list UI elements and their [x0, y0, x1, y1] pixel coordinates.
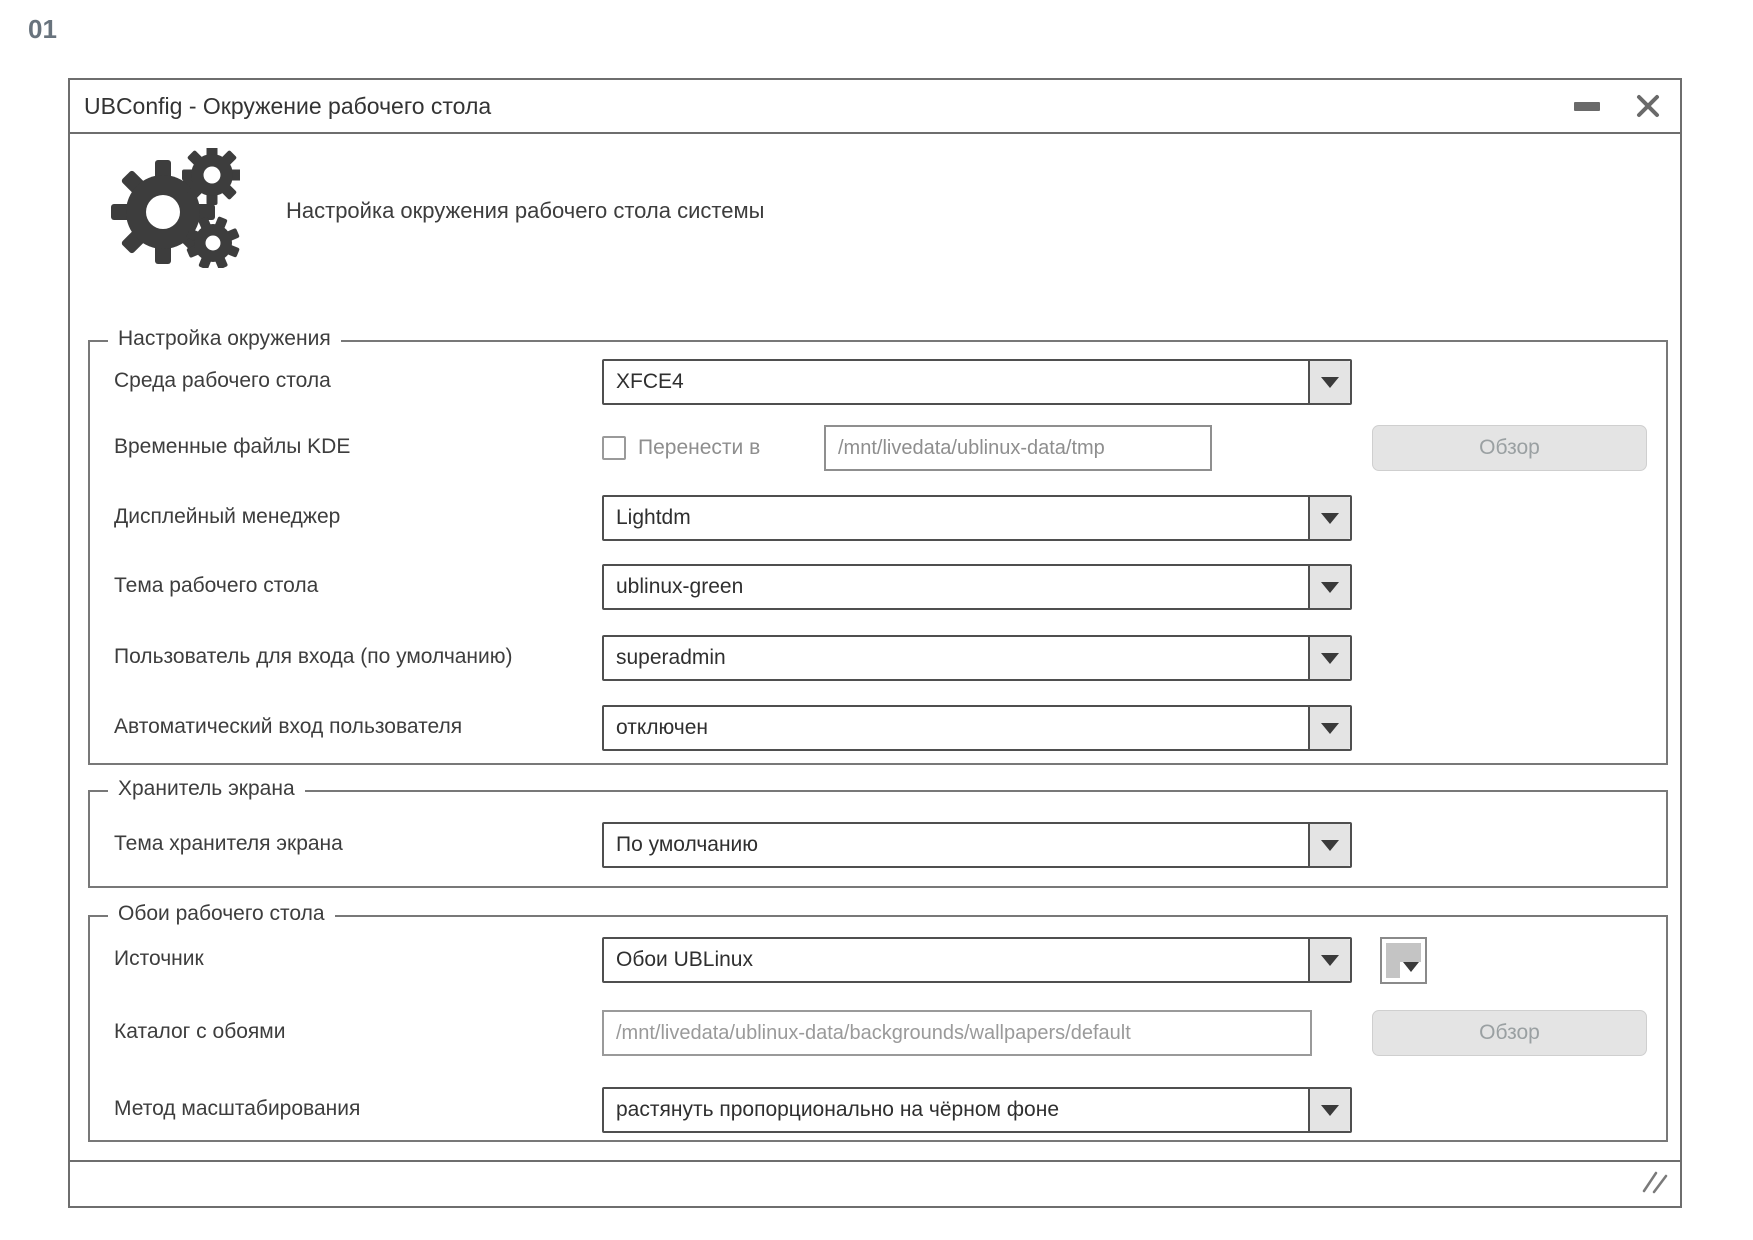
- close-icon[interactable]: [1634, 92, 1662, 120]
- minimize-icon[interactable]: [1574, 102, 1600, 111]
- scaling-method-combobox[interactable]: [602, 1087, 1352, 1133]
- wallpaper-folder-input[interactable]: /mnt/livedata/ublinux-data/backgrounds/wallpapers/default: [602, 1010, 1312, 1056]
- chevron-down-icon[interactable]: [1308, 637, 1350, 679]
- move-to-checkbox-label: Перенести в: [638, 436, 761, 459]
- chevron-down-icon[interactable]: [1308, 566, 1350, 608]
- scaling-method-value: растянуть пропорционально на чёрном фоне: [616, 1098, 1060, 1121]
- login-user-combobox[interactable]: [602, 635, 1352, 681]
- label-autologin: Автоматический вход пользователя: [114, 715, 463, 738]
- kde-temp-path-input[interactable]: /mnt/livedata/ublinux-data/tmp: [824, 425, 1212, 471]
- chevron-down-icon[interactable]: [1308, 361, 1350, 403]
- display-manager-value: Lightdm: [616, 506, 691, 529]
- chevron-down-icon[interactable]: [1308, 1089, 1350, 1131]
- display-manager-combobox[interactable]: [602, 495, 1352, 541]
- desktop-theme-value: ublinux-green: [616, 575, 744, 598]
- label-screensaver-theme: Тема хранителя экрана: [114, 832, 343, 855]
- label-desktop-env: Среда рабочего стола: [114, 369, 331, 392]
- group-wallpaper-legend: Обои рабочего стола: [108, 902, 335, 926]
- app-window: [68, 78, 1682, 1208]
- group-screensaver-legend: Хранитель экрана: [108, 777, 305, 801]
- image-picker-dropdown-icon[interactable]: [1380, 937, 1427, 984]
- move-to-checkbox[interactable]: [602, 436, 626, 460]
- group-environment-legend: Настройка окружения: [108, 327, 341, 351]
- desktop-theme-combobox[interactable]: [602, 564, 1352, 610]
- group-environment: [88, 327, 1668, 765]
- kde-temp-browse-button[interactable]: Обзор: [1372, 425, 1647, 471]
- title-bar: [70, 80, 1680, 134]
- desktop-env-value: XFCE4: [616, 370, 684, 393]
- chevron-down-icon[interactable]: [1308, 707, 1350, 749]
- chevron-down-icon[interactable]: [1308, 824, 1350, 866]
- status-bar: [70, 1160, 1680, 1206]
- window-title: UBConfig - Окружение рабочего стола: [84, 92, 492, 119]
- label-scaling-method: Метод масштабирования: [114, 1097, 361, 1120]
- autologin-combobox[interactable]: [602, 705, 1352, 751]
- screensaver-theme-value: По умолчанию: [616, 833, 759, 856]
- label-desktop-theme: Тема рабочего стола: [114, 574, 319, 597]
- chevron-down-icon[interactable]: [1308, 497, 1350, 539]
- autologin-value: отключен: [616, 716, 709, 739]
- label-kde-temp: Временные файлы KDE: [114, 435, 351, 458]
- label-login-user: Пользователь для входа (по умолчанию): [114, 645, 513, 668]
- wallpaper-folder-browse-button[interactable]: Обзор: [1372, 1010, 1647, 1056]
- chevron-down-icon[interactable]: [1308, 939, 1350, 981]
- screensaver-theme-combobox[interactable]: [602, 822, 1352, 868]
- figure-label: 01: [28, 14, 57, 44]
- resize-grip-icon[interactable]: [1640, 1167, 1672, 1200]
- desktop-env-combobox[interactable]: [602, 359, 1352, 405]
- label-wallpaper-folder: Каталог с обоями: [114, 1020, 286, 1043]
- group-screensaver: [88, 777, 1668, 888]
- label-display-manager: Дисплейный менеджер: [114, 505, 341, 528]
- app-subtitle: Настройка окружения рабочего стола системы: [286, 198, 765, 223]
- picker-chevron-down-icon: [1400, 962, 1422, 979]
- label-wallpaper-source: Источник: [114, 947, 204, 970]
- wallpaper-source-value: Обои UBLinux: [616, 948, 753, 971]
- login-user-value: superadmin: [616, 646, 726, 669]
- gears-icon: [108, 148, 240, 273]
- wallpaper-source-combobox[interactable]: [602, 937, 1352, 983]
- group-wallpaper: [88, 902, 1668, 1142]
